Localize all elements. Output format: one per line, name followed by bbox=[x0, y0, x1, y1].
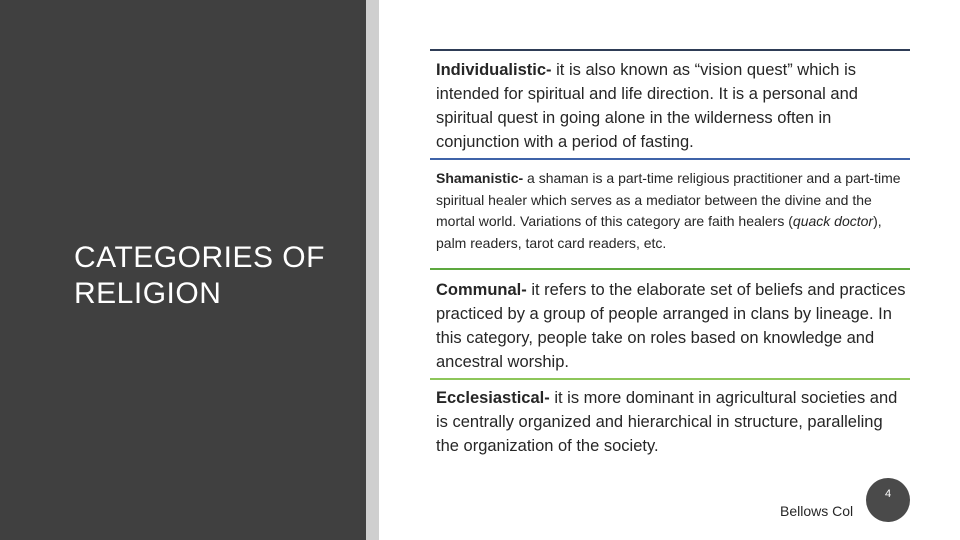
category-shamanistic bbox=[430, 158, 910, 254]
category-communal bbox=[430, 268, 910, 374]
category-description: it is more dominant in agricultural societies and is centrally organized and hierarchical in structure, paralleling the organization of the society. bbox=[436, 389, 898, 455]
accent-strip bbox=[366, 0, 379, 540]
page-number-badge bbox=[866, 478, 910, 522]
footer-text: Bellows Col bbox=[780, 503, 854, 519]
category-individualistic bbox=[430, 49, 910, 154]
category-description: it refers to the elaborate set of beliefs and practices practiced by a group of people arranged in clans by lineage. In this category, people take on roles based on knowledge and ancestral worship. bbox=[436, 281, 906, 371]
category-description: it is also known as “vision quest” which is intended for spiritual and life direction. It is a personal and spiritual quest in going alone in the wilderness often in conjunction with a period of fasting. bbox=[436, 61, 858, 151]
category-description: a shaman is a part-time religious practitioner and a part-time spiritual healer which serves as a mediator between the divine and the mortal world. Variations of this category are faith healers ( bbox=[436, 170, 901, 229]
category-ecclesiastical bbox=[430, 378, 910, 458]
category-term: Ecclesiastical- bbox=[436, 389, 550, 407]
category-term: Shamanistic- bbox=[436, 170, 524, 186]
category-emphasis: quack doctor bbox=[792, 213, 874, 229]
slide-title: CATEGORIES OF RELIGION bbox=[74, 241, 325, 310]
category-description-end: ), palm readers, tarot card readers, etc. bbox=[436, 213, 882, 251]
category-term: Individualistic- bbox=[436, 61, 552, 79]
page-number: 4 bbox=[884, 488, 892, 500]
category-term: Communal- bbox=[436, 281, 527, 299]
